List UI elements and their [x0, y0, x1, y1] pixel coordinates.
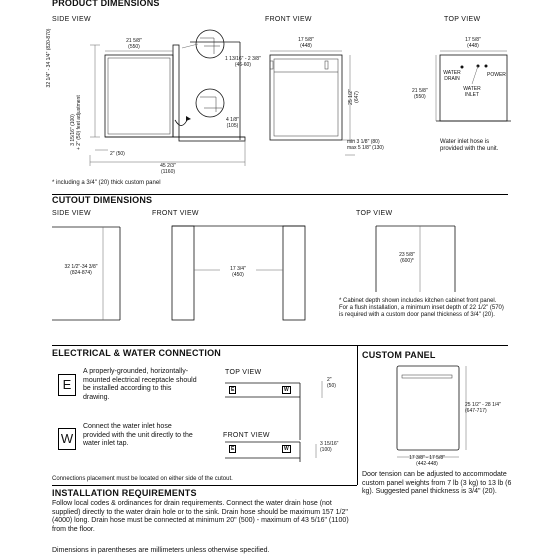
divider-installation: [52, 485, 357, 486]
cutout-side-view-label: SIDE VIEW: [52, 210, 91, 217]
cutout-side-height-label: 32 1/2"-34 3/8" (824-874): [64, 264, 98, 276]
hose-note: Water inlet hose is provided with the unit.: [440, 139, 499, 152]
product-side-view-label: SIDE VIEW: [52, 16, 91, 23]
installation-title: INSTALLATION REQUIREMENTS: [52, 488, 197, 498]
water-inlet-label: WATER INLET: [463, 86, 481, 98]
cutout-top-depth-label: 23 5/8" (600)*: [399, 252, 415, 264]
top-water-tag: W: [284, 387, 289, 393]
installation-text: Follow local codes & ordinances for drain requirements. Connect the water drain hose (not supplied) directly to the water drain hole or to the sink. Drain hose should be maximum 157 1/2" (4000) long. Drain hose must be connected at minimum 20" (500) - maximum of 43 5/16" (1100) from the floor.: [52, 500, 349, 533]
elec-front-dim-label: 3 15/16" (100): [320, 441, 339, 453]
cutout-front-width-label: 17 3/4" (450): [220, 266, 256, 278]
water-text: Connect the water inlet hose provided with the unit directly to the water inlet tap.: [83, 423, 193, 447]
elec-top-view-label: TOP VIEW: [225, 369, 262, 376]
panel-height-label: 25 1/2" - 28 1/4" (647-717): [465, 402, 501, 414]
units-footer: Dimensions in parentheses are millimeters unless otherwise specified.: [52, 547, 270, 554]
detail2-label: 4 1/8" (105): [226, 117, 239, 129]
front-height-label: 25 1/2" (647): [348, 89, 360, 105]
elec-front-view-label: FRONT VIEW: [223, 432, 270, 439]
front-width-label: 17 5/8" (448): [298, 37, 314, 49]
cutout-front-view-label: FRONT VIEW: [152, 210, 199, 217]
product-front-view-label: FRONT VIEW: [265, 16, 312, 23]
cutout-top-view-label: TOP VIEW: [356, 210, 393, 217]
electrical-letter-box: E: [58, 374, 76, 396]
product-dimensions-title: PRODUCT DIMENSIONS: [52, 0, 160, 8]
water-letter-box: W: [58, 428, 76, 450]
electrical-water-title: ELECTRICAL & WATER CONNECTION: [52, 348, 221, 358]
panel-width-label: 17 3/8" - 17 5/8" (442-448): [409, 455, 445, 467]
cutout-dimensions-title: CUTOUT DIMENSIONS: [52, 195, 153, 205]
front-electrical-tag: E: [231, 446, 235, 452]
water-drain-label: WATER DRAIN: [443, 70, 461, 82]
top-electrical-tag: E: [231, 387, 235, 393]
side-feet-label: 3 15/16" (100) + 2" (50) feet adjustment: [70, 95, 82, 150]
top-depth-label: 21 5/8" (550): [412, 88, 428, 100]
product-top-view-label: TOP VIEW: [444, 16, 481, 23]
front-water-tag: W: [284, 446, 289, 452]
side-total-label: 45 2/3" (1160): [160, 163, 176, 175]
custom-panel-text: Door tension can be adjusted to accommodate custom panel weights from 7 lb (3 kg) to 13 lb (6 kg). Suggested panel thickness is 3/4" (20).: [362, 471, 512, 495]
top-width-label: 17 5/8" (448): [465, 37, 481, 49]
cutout-note: * Cabinet depth shown includes kitchen cabinet front panel. For a flush installation, a minimum inset depth of 22 1/2" (570) is required with a custom door panel thickness of 3/4" (20).: [339, 298, 504, 318]
electrical-text: A properly-grounded, horizontally-mounted electrical receptacle should be installed according to this drawing.: [83, 368, 197, 401]
power-label: POWER: [487, 72, 506, 78]
side-depth-label: 21 5/8" (550): [126, 38, 142, 50]
front-min-max-label: min 3 1/8" (80) max 5 1/8" (130): [347, 139, 384, 151]
elec-top-dim-label: 2" (50): [327, 377, 336, 389]
side-toe-label: 2" (50): [110, 151, 125, 157]
product-footnote: * including a 3/4" (20) thick custom panel: [52, 180, 161, 186]
detail1-label: 1 13/16" - 2 3/8" (46-60): [225, 56, 261, 68]
custom-panel-title: CUSTOM PANEL: [362, 350, 436, 360]
connections-placement-note: Connections placement must be located on either side of the cutout.: [52, 476, 233, 482]
side-height-label: 32 1/4" - 34 1/4" (820-870): [46, 28, 52, 88]
